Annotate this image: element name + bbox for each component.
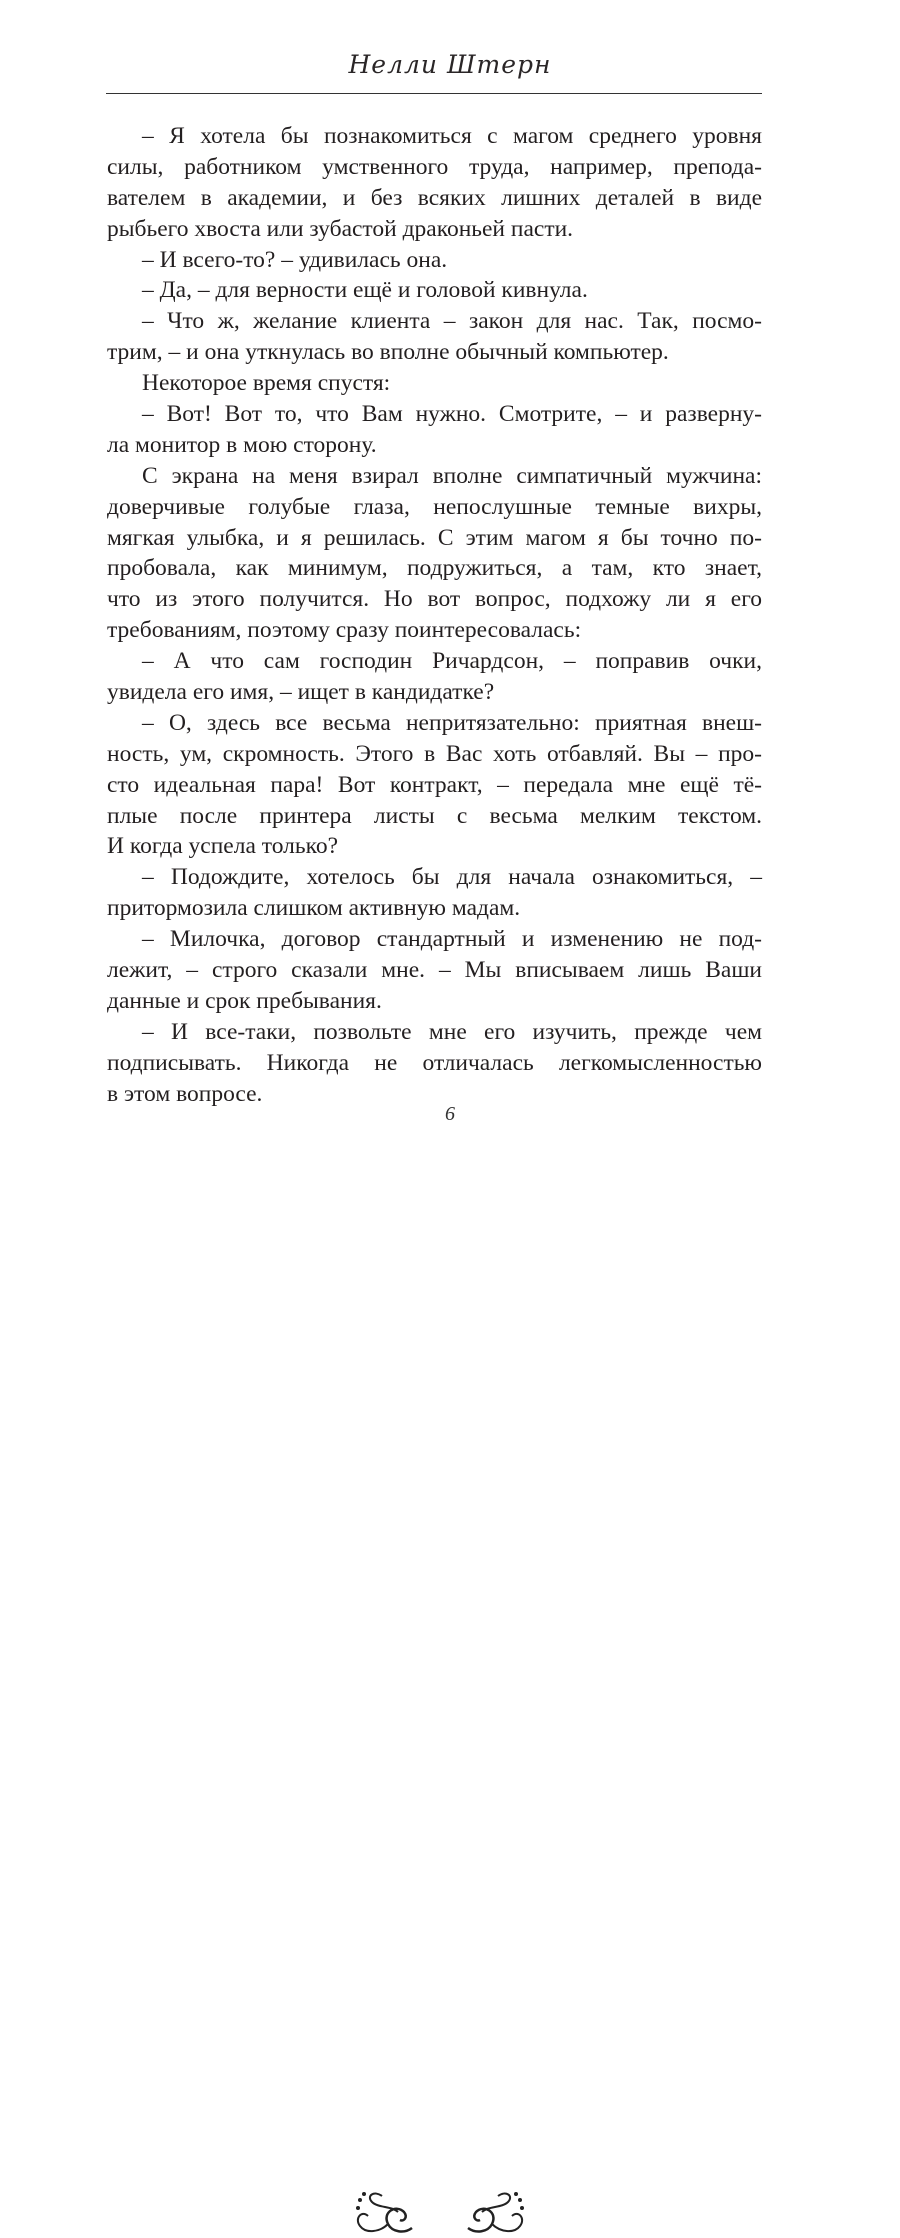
text-line: – А что сам господин Ричардсон, – поправив очки, xyxy=(142,648,762,675)
text-line: доверчивые голубые глаза, непослушные темные вихры, xyxy=(107,493,762,520)
text-line: – Милочка, договор стандартный и изменению не под- xyxy=(142,926,762,953)
paragraph xyxy=(107,461,762,646)
text-line: – И все-таки, позвольте мне его изучить, прежде чем xyxy=(142,1018,762,1045)
text-line: Некоторое время спустя: xyxy=(142,370,391,397)
text-line: – О, здесь все весьма непритязательно: приятная внеш- xyxy=(142,709,762,736)
text-line: – Что ж, желание клиента – закон для нас. Так, посмо- xyxy=(142,308,762,335)
text-line: С экрана на меня взирал вполне симпатичный мужчина: xyxy=(142,462,762,489)
text-line: требованиям, поэтому сразу поинтересовалась: xyxy=(107,617,582,644)
text-line: подписывать. Никогда не отличалась легкомысленностью xyxy=(107,1049,762,1076)
text-line: ла монитор в мою сторону. xyxy=(107,431,377,458)
paragraph xyxy=(107,708,762,862)
text-line: в этом вопросе. xyxy=(107,1080,263,1107)
text-line: – Подождите, хотелось бы для начала ознакомиться, – xyxy=(142,864,762,891)
text-line: что из этого получится. Но вот вопрос, подхожу ли я его xyxy=(107,586,762,613)
paragraph xyxy=(107,121,762,245)
text-line: плые после принтера листы с весьма мелким текстом. xyxy=(107,802,762,829)
text-line: ность, ум, скромность. Этого в Вас хоть отбавляй. Вы – про- xyxy=(107,740,762,767)
text-line: увидела его имя, – ищет в кандидатке? xyxy=(107,679,495,706)
text-line: трим, – и она уткнулась во вполне обычный компьютер. xyxy=(107,339,669,366)
text-line: – Да, – для верности ещё и головой кивнула. xyxy=(142,277,588,304)
paragraph xyxy=(107,399,762,461)
running-header-author: Нелли Штерн xyxy=(348,50,552,79)
body-text xyxy=(107,121,762,1110)
text-line: – И всего-то? – удивилась она. xyxy=(142,246,448,273)
right-flourish-ornament-icon xyxy=(458,2182,528,2238)
paragraph xyxy=(107,275,762,306)
text-line: И когда успела только? xyxy=(107,833,339,860)
paragraph xyxy=(107,245,762,276)
text-line: – Вот! Вот то, что Вам нужно. Смотрите, – и разверну- xyxy=(142,401,762,428)
paragraph xyxy=(107,306,762,368)
text-line: данные и срок пребывания. xyxy=(107,987,382,1014)
paragraph xyxy=(107,646,762,708)
paragraph xyxy=(107,368,762,399)
text-line: пробовала, как минимум, подружиться, а там, кто знает, xyxy=(107,555,762,582)
text-line: сто идеальная пара! Вот контракт, – передала мне ещё тё- xyxy=(107,771,762,798)
text-line: вателем в академии, и без всяких лишних деталей в виде xyxy=(107,184,762,211)
text-line: притормозила слишком активную мадам. xyxy=(107,895,521,922)
text-line: мягкая улыбка, и я решилась. С этим магом я бы точно по- xyxy=(107,524,762,551)
paragraph xyxy=(107,924,762,1017)
header-rule xyxy=(106,93,762,94)
left-flourish-ornament-icon xyxy=(352,2182,422,2238)
text-line: лежит, – строго сказали мне. – Мы вписываем лишь Ваши xyxy=(107,957,762,984)
paragraph xyxy=(107,862,762,924)
text-line: силы, работником умственного труда, например, препода- xyxy=(107,153,762,180)
text-line: рыбьего хвоста или зубастой драконьей пасти. xyxy=(107,215,574,242)
page-number: 6 xyxy=(445,1103,455,1125)
text-line: – Я хотела бы познакомиться с магом среднего уровня xyxy=(142,123,762,149)
